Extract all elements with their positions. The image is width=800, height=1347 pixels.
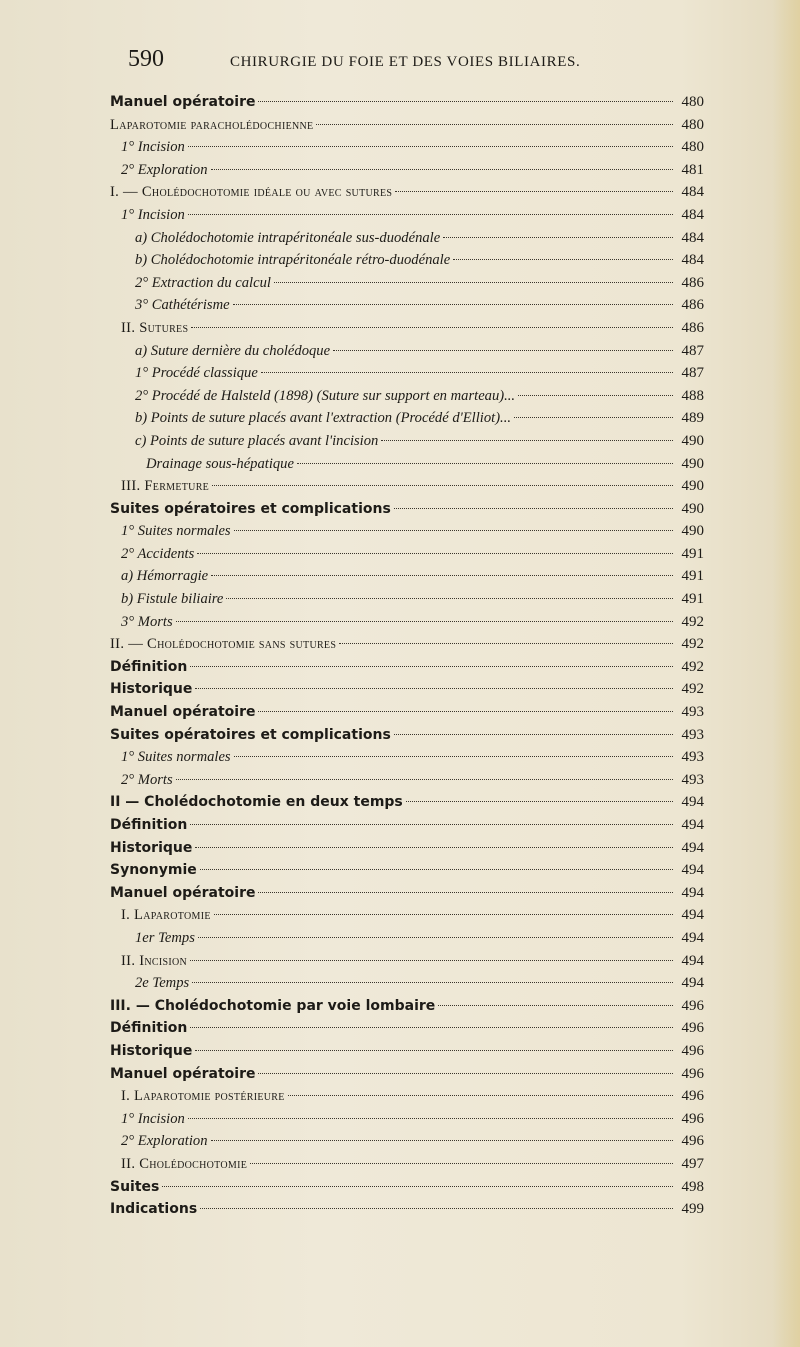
toc-entry-page: 494 [681, 952, 704, 969]
toc-entry [110, 568, 704, 591]
toc-entry-page: 488 [681, 387, 704, 404]
dot-leader [233, 304, 673, 305]
toc-entry [110, 614, 704, 637]
toc-entry [110, 139, 704, 162]
dot-leader [438, 1005, 673, 1006]
toc-entry-page: 480 [681, 139, 704, 156]
toc-entry-title: 2° Exploration [121, 1133, 208, 1150]
toc-entry-page: 494 [681, 929, 704, 946]
toc-entry [110, 410, 704, 433]
toc-entry [110, 885, 704, 908]
table-of-contents [110, 94, 704, 1224]
toc-entry [110, 501, 704, 524]
toc-entry-title: II. Cholédochotomie [121, 1155, 248, 1172]
toc-entry-title: a) Hémorragie [121, 568, 209, 585]
toc-entry [110, 365, 704, 388]
toc-entry-page: 486 [681, 319, 704, 336]
toc-entry [110, 297, 704, 320]
dot-leader [195, 847, 673, 848]
dot-leader [188, 146, 673, 147]
toc-entry-page: 496 [681, 1065, 704, 1082]
dot-leader [195, 688, 673, 689]
toc-entry [110, 975, 704, 998]
dot-leader [190, 824, 673, 825]
toc-entry [110, 749, 704, 772]
dot-leader [212, 485, 673, 486]
toc-entry [110, 1179, 704, 1202]
toc-entry-page: 484 [681, 184, 704, 201]
toc-entry-title: Définition [110, 817, 188, 833]
dot-leader [394, 734, 673, 735]
toc-entry [110, 433, 704, 456]
toc-entry [110, 1043, 704, 1066]
dot-leader [250, 1163, 673, 1164]
toc-entry [110, 591, 704, 614]
toc-entry-title: a) Cholédochotomie intrapéritonéale sus-duodénale [135, 229, 441, 246]
toc-entry-page: 490 [681, 523, 704, 540]
toc-entry [110, 1201, 704, 1224]
dot-leader [200, 1208, 673, 1209]
toc-entry-page: 496 [681, 1110, 704, 1127]
toc-entry [110, 930, 704, 953]
dot-leader [316, 124, 673, 125]
toc-entry-title: Suites [110, 1178, 160, 1195]
toc-entry-title: 2° Accidents [121, 545, 195, 562]
toc-entry [110, 230, 704, 253]
paper-edge-stain [772, 0, 800, 1347]
toc-entry-page: 484 [681, 252, 704, 269]
dot-leader [258, 1073, 673, 1074]
toc-entry-title: III. — Cholédochotomie par voie lombaire [110, 997, 436, 1014]
dot-leader [333, 350, 673, 351]
toc-entry-title: III. Fermeture [121, 478, 210, 495]
toc-entry-page: 480 [681, 116, 704, 133]
toc-entry-title: 2° Extraction du calcul [135, 274, 271, 291]
toc-entry-title: 2e Temps [135, 975, 190, 992]
toc-entry-page: 493 [681, 771, 704, 788]
toc-entry [110, 546, 704, 569]
dot-leader [214, 914, 673, 915]
toc-entry [110, 1020, 704, 1043]
toc-entry-title: Manuel opératoire [110, 704, 256, 721]
toc-entry-title: 2° Procédé de Halsteld (1898) (Suture sur support en marteau)... [135, 387, 516, 404]
dot-leader [176, 621, 673, 622]
toc-entry [110, 953, 704, 976]
dot-leader [190, 960, 673, 961]
toc-entry-page: 496 [681, 1020, 704, 1037]
toc-entry-title: II — Cholédochotomie en deux temps [110, 794, 403, 811]
toc-entry-page: 496 [681, 997, 704, 1014]
toc-entry-title: 1° Suites normales [121, 749, 231, 766]
toc-entry [110, 1156, 704, 1179]
dot-leader [192, 982, 673, 983]
toc-entry [110, 998, 704, 1021]
toc-entry-page: 489 [681, 410, 704, 427]
toc-entry-title: Laparotomie paracholédochienne [110, 116, 314, 133]
page-number: 590 [128, 46, 164, 72]
toc-entry-page: 484 [681, 206, 704, 223]
toc-entry [110, 659, 704, 682]
toc-entry [110, 478, 704, 501]
toc-entry-title: I. Laparotomie [121, 907, 211, 924]
page-header [128, 46, 648, 76]
toc-entry-page: 494 [681, 862, 704, 879]
toc-entry-title: 1° Incision [121, 1110, 185, 1127]
toc-entry-title: Manuel opératoire [110, 94, 256, 110]
toc-entry [110, 1066, 704, 1089]
toc-entry-page: 494 [681, 907, 704, 924]
toc-entry-title: Historique [110, 681, 193, 698]
toc-entry-page: 496 [681, 1133, 704, 1150]
dot-leader [188, 214, 673, 215]
dot-leader [162, 1186, 673, 1187]
dot-leader [191, 327, 673, 328]
toc-entry-title: Drainage sous-hépatique [146, 455, 294, 472]
toc-entry-title: Manuel opératoire [110, 884, 256, 901]
toc-entry-title: 3° Cathétérisme [135, 297, 230, 314]
toc-entry-title: Historique [110, 839, 193, 856]
dot-leader [274, 282, 673, 283]
running-title: CHIRURGIE DU FOIE ET DES VOIES BILIAIRES. [230, 54, 581, 70]
toc-entry-title: II. Sutures [121, 319, 189, 336]
dot-leader [234, 756, 673, 757]
toc-entry-title: c) Points de suture placés avant l'incision [135, 432, 379, 449]
toc-entry [110, 523, 704, 546]
toc-entry-page: 491 [681, 591, 704, 608]
dot-leader [406, 801, 673, 802]
toc-entry-title: II. — Cholédochotomie sans sutures [110, 636, 337, 653]
toc-entry [110, 840, 704, 863]
dot-leader [258, 892, 673, 893]
toc-entry-title: II. Incision [121, 952, 188, 969]
dot-leader [258, 711, 673, 712]
toc-entry-page: 494 [681, 794, 704, 811]
toc-entry-page: 492 [681, 658, 704, 675]
toc-entry-page: 481 [681, 161, 704, 178]
toc-entry-page: 492 [681, 636, 704, 653]
toc-entry-title: Synonymie [110, 862, 197, 879]
dot-leader [518, 395, 673, 396]
dot-leader [198, 937, 673, 938]
dot-leader [514, 417, 673, 418]
toc-entry-page: 494 [681, 817, 704, 833]
dot-leader [258, 101, 673, 102]
toc-entry-title: b) Fistule biliaire [121, 591, 224, 608]
toc-entry-page: 491 [681, 545, 704, 562]
toc-entry [110, 862, 704, 885]
toc-entry-title: I. — Cholédochotomie idéale ou avec sutures [110, 184, 393, 201]
toc-entry [110, 320, 704, 343]
toc-entry-title: I. Laparotomie postérieure [121, 1088, 285, 1105]
dot-leader [197, 553, 673, 554]
toc-entry [110, 275, 704, 298]
dot-leader [288, 1095, 673, 1096]
dot-leader [190, 666, 673, 667]
toc-entry [110, 343, 704, 366]
toc-entry-title: Définition [110, 658, 188, 675]
toc-entry-title: 1° Incision [121, 139, 185, 156]
dot-leader [443, 237, 673, 238]
toc-entry [110, 388, 704, 411]
toc-entry-title: Suites opératoires et complications [110, 726, 391, 743]
dot-leader [381, 440, 673, 441]
toc-entry-page: 490 [681, 432, 704, 449]
toc-entry [110, 681, 704, 704]
toc-entry [110, 117, 704, 140]
toc-entry-page: 491 [681, 568, 704, 585]
toc-entry-page: 498 [681, 1178, 704, 1195]
toc-entry-page: 492 [681, 613, 704, 630]
dot-leader [200, 869, 673, 870]
toc-entry [110, 704, 704, 727]
toc-entry-page: 496 [681, 1042, 704, 1059]
toc-entry-title: 1° Suites normales [121, 523, 231, 540]
toc-entry-title: 3° Morts [121, 613, 173, 630]
dot-leader [297, 463, 673, 464]
toc-entry [110, 907, 704, 930]
toc-entry-title: 2° Morts [121, 771, 173, 788]
dot-leader [211, 169, 673, 170]
toc-entry-page: 490 [681, 478, 704, 495]
toc-entry [110, 817, 704, 840]
toc-entry-page: 486 [681, 274, 704, 291]
dot-leader [394, 508, 673, 509]
toc-entry-title: 1° Incision [121, 206, 185, 223]
toc-entry [110, 1111, 704, 1134]
dot-leader [261, 372, 673, 373]
toc-entry-title: b) Cholédochotomie intrapéritonéale rétro-duodénale [135, 252, 451, 269]
toc-entry-page: 492 [681, 681, 704, 698]
toc-entry [110, 727, 704, 750]
toc-entry-page: 493 [681, 749, 704, 766]
toc-entry-title: Historique [110, 1042, 193, 1059]
toc-entry-page: 490 [681, 500, 704, 517]
toc-entry-title: Définition [110, 1020, 188, 1037]
toc-entry-page: 486 [681, 297, 704, 314]
dot-leader [339, 643, 673, 644]
dot-leader [395, 191, 673, 192]
toc-entry [110, 252, 704, 275]
toc-entry-page: 499 [681, 1201, 704, 1218]
toc-entry [110, 794, 704, 817]
toc-entry [110, 456, 704, 479]
toc-entry [110, 772, 704, 795]
toc-entry-page: 493 [681, 704, 704, 721]
dot-leader [195, 1050, 673, 1051]
toc-entry-title: b) Points de suture placés avant l'extraction (Procédé d'Elliot)... [135, 410, 511, 427]
dot-leader [226, 598, 673, 599]
toc-entry-page: 490 [681, 455, 704, 472]
toc-entry [110, 636, 704, 659]
dot-leader [211, 575, 673, 576]
toc-entry-page: 487 [681, 342, 704, 359]
toc-entry-page: 494 [681, 884, 704, 901]
toc-entry-page: 493 [681, 726, 704, 743]
toc-entry [110, 162, 704, 185]
toc-entry [110, 207, 704, 230]
toc-entry-page: 497 [681, 1155, 704, 1172]
toc-entry-title: 1° Procédé classique [135, 365, 258, 382]
toc-entry [110, 1088, 704, 1111]
toc-entry [110, 1133, 704, 1156]
toc-entry-title: Indications [110, 1201, 198, 1218]
toc-entry-page: 494 [681, 975, 704, 992]
toc-entry-page: 480 [681, 94, 704, 110]
dot-leader [188, 1118, 673, 1119]
toc-entry [110, 184, 704, 207]
toc-entry-page: 496 [681, 1088, 704, 1105]
dot-leader [190, 1027, 673, 1028]
toc-entry-title: Manuel opératoire [110, 1065, 256, 1082]
toc-entry-title: Suites opératoires et complications [110, 500, 391, 517]
toc-entry-page: 487 [681, 365, 704, 382]
dot-leader [211, 1140, 673, 1141]
toc-entry-title: 2° Exploration [121, 161, 208, 178]
toc-entry [110, 94, 704, 117]
toc-entry-title: a) Suture dernière du cholédoque [135, 342, 331, 359]
dot-leader [453, 259, 673, 260]
toc-entry-page: 484 [681, 229, 704, 246]
dot-leader [176, 779, 673, 780]
toc-entry-title: 1er Temps [135, 929, 195, 946]
dot-leader [234, 530, 673, 531]
toc-entry-page: 494 [681, 839, 704, 856]
